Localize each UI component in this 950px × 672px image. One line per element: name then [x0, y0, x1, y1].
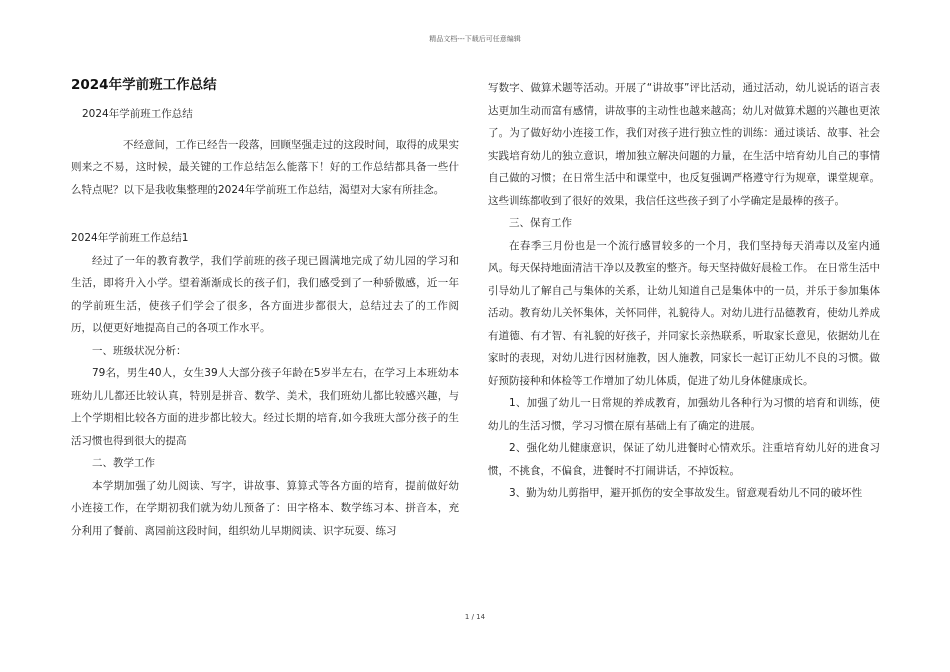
paragraph-care: 在春季三月份也是一个流行感冒较多的一个月，我们坚持每天消毒以及室内通风。每天保持地面清洁干净以及教室的整齐。每天坚持做好晨检工作。 在日常生活中引导幼儿了解自己与集体的关系，让幼儿知道自己是集体中的一员，并乐于参加集体活动。教育幼儿关怀集体，关怀同伴，礼貌待人。对幼儿进行品德教育，使幼儿养成有道德、有才智、有礼貌的好孩子，并同家长亲热联系，听取家长意见，依据幼儿在家时的表现，对幼儿进行因材施教，因人施教，同家长一起订正幼儿不良的习惯。做好预防接种和体检等工作增加了幼儿体质，促进了幼儿身体健康成长。 [488, 239, 880, 387]
paragraph-overview: 经过了一年的教育教学，我们学前班的孩子现已圆满地完成了幼儿园的学习和生活，即将升入小学。望着渐渐成长的孩子们，我们感受到了一种骄傲感，近一年的学前班生活，使孩子们学会了很多，各方面进步都很大，总结过去了的工作阅历，以便更好地提高自己的各项工作水平。 [71, 254, 459, 334]
list-item-3: 3、勤为幼儿剪指甲，避开抓伤的安全事故发生。留意观看幼儿不同的破坏性 [509, 487, 863, 499]
left-column [71, 74, 459, 542]
heading-teaching: 二、教学工作 [92, 457, 155, 469]
list-item-1: 1、加强了幼儿一日常规的养成教育，加强幼儿各种行为习惯的培育和训练，使幼儿的生活习惯，学习习惯在原有基础上有了确定的进展。 [488, 397, 880, 432]
page-number: 1 / 14 [464, 613, 486, 621]
page-header: 精品文档---下载后可任意编辑 [429, 35, 521, 43]
heading-class-analysis: 一、班级状况分析： [92, 344, 187, 357]
right-column [488, 77, 880, 505]
intro-paragraph: 不经意间，工作已经告一段落，回顾坚强走过的这段时间，取得的成果实则来之不易，这时候，最关键的工作总结怎么能落下！好的工作总结都具备一些什么特点呢？以下是我收集整理的2024年学前班工作总结，渴望对大家有所挂念。 [71, 138, 459, 196]
paragraph-teaching-continued: 写数字、做算术题等活动。开展了“讲故事”评比活动，通过活动，幼儿说话的语言表达更加生动而富有感情，讲故事的主动性也越来越高；幼儿对做算术题的兴趣也更浓了。为了做好幼小连接工作，我们对孩子进行独立性的训练：通过谈话、故事、社会实践培育幼儿的独立意识，增加独立解决问题的力量，在生活中培育幼儿自己的事情自己做的习惯；在日常生活中和课堂中，也反复强调严格遵守行为规章，课堂规章。这些训练都收到了很好的效果，我信任这些孩子到了小学确定是最棒的孩子。 [488, 82, 880, 207]
paragraph-class-analysis: 79名，男生40人，女生39人大部分孩子年龄在5岁半左右，在学习上本班幼本班幼儿儿都还比较认真，特别是拼音、数学、美术，我们班幼儿都比较感兴趣，与上个学期相比较各方面的进步都比较大。经过长期的培育,如今我班大部分孩子的生活习惯也得到很大的提高 [71, 367, 459, 447]
list-item-2: 2、强化幼儿健康意识，保证了幼儿进餐时心情欢乐。注重培育幼儿好的进食习惯，不挑食，不偏食，进餐时不打闹讲话，不掉饭粒。 [488, 442, 880, 477]
document-title: 2024年学前班工作总结 [71, 77, 217, 93]
heading-care: 三、保育工作 [509, 217, 572, 229]
spacer [71, 201, 459, 227]
document-subtitle: 2024年学前班工作总结 [82, 108, 193, 120]
section-heading: 2024年学前班工作总结1 [71, 232, 189, 244]
paragraph-teaching: 本学期加强了幼儿阅读、写字，讲故事、算算式等各方面的培育，提前做好幼小连接工作，在学期初我们就为幼儿预备了：田字格本、数学练习本、拼音本，充分利用了餐前、离园前这段时间，组织幼儿早期阅读、识字玩耍、练习 [71, 479, 459, 537]
